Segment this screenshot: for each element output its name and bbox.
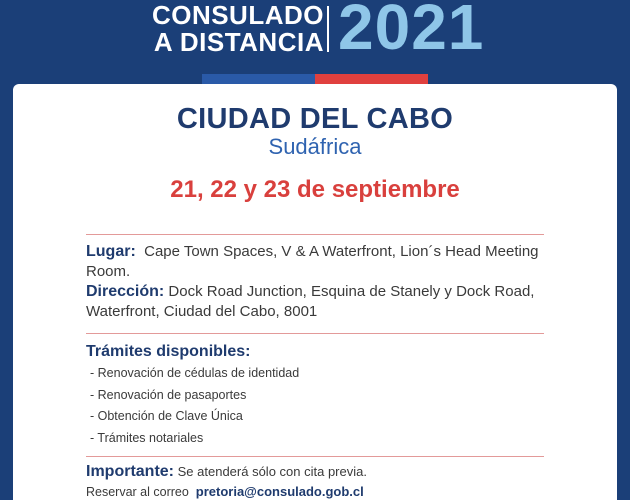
lugar-label: Lugar: — [86, 243, 136, 260]
event-dates: 21, 22 y 23 de septiembre — [170, 176, 460, 203]
header-banner — [0, 0, 630, 90]
list-item: - Obtención de Clave Única — [90, 409, 243, 423]
header-title-line2: A DISTANCIA — [153, 27, 324, 57]
reserve-text: Reservar al correo — [86, 485, 189, 499]
city-title: CIUDAD DEL CABO — [176, 103, 454, 135]
header-title-line1: CONSULADO — [151, 0, 324, 30]
direccion-value: Dock Road Junction, Esquina de Stanely y Dock Road, Waterfront, Ciudad del Cabo, 8001 — [86, 283, 535, 320]
divider-line — [86, 333, 544, 334]
reserve-row — [86, 483, 364, 500]
info-card — [13, 84, 617, 500]
header-year: 2021 — [338, 0, 485, 63]
tramites-list — [90, 363, 299, 449]
importante-label: Importante: — [86, 463, 174, 480]
direccion-label: Dirección: — [86, 283, 165, 300]
country-subtitle: Sudáfrica — [268, 134, 362, 159]
direccion-row — [86, 282, 546, 322]
email-link[interactable]: pretoria@consulado.gob.cl — [195, 484, 364, 499]
list-item: - Trámites notariales — [90, 430, 204, 445]
list-item: - Renovación de cédulas de identidad — [90, 366, 300, 380]
location-info — [86, 242, 546, 322]
divider-line — [86, 456, 544, 457]
importante-text: Se atenderá sólo con cita previa. — [177, 464, 367, 479]
importante-row — [86, 462, 367, 482]
divider-line — [86, 234, 544, 235]
list-item: - Renovación de pasaportes — [90, 387, 247, 402]
lugar-value: Cape Town Spaces, V & A Waterfront, Lion´s Head Meeting Room. — [86, 243, 539, 280]
header-divider — [327, 6, 329, 52]
tramites-title: Trámites disponibles: — [86, 343, 251, 360]
lugar-row — [86, 242, 546, 282]
